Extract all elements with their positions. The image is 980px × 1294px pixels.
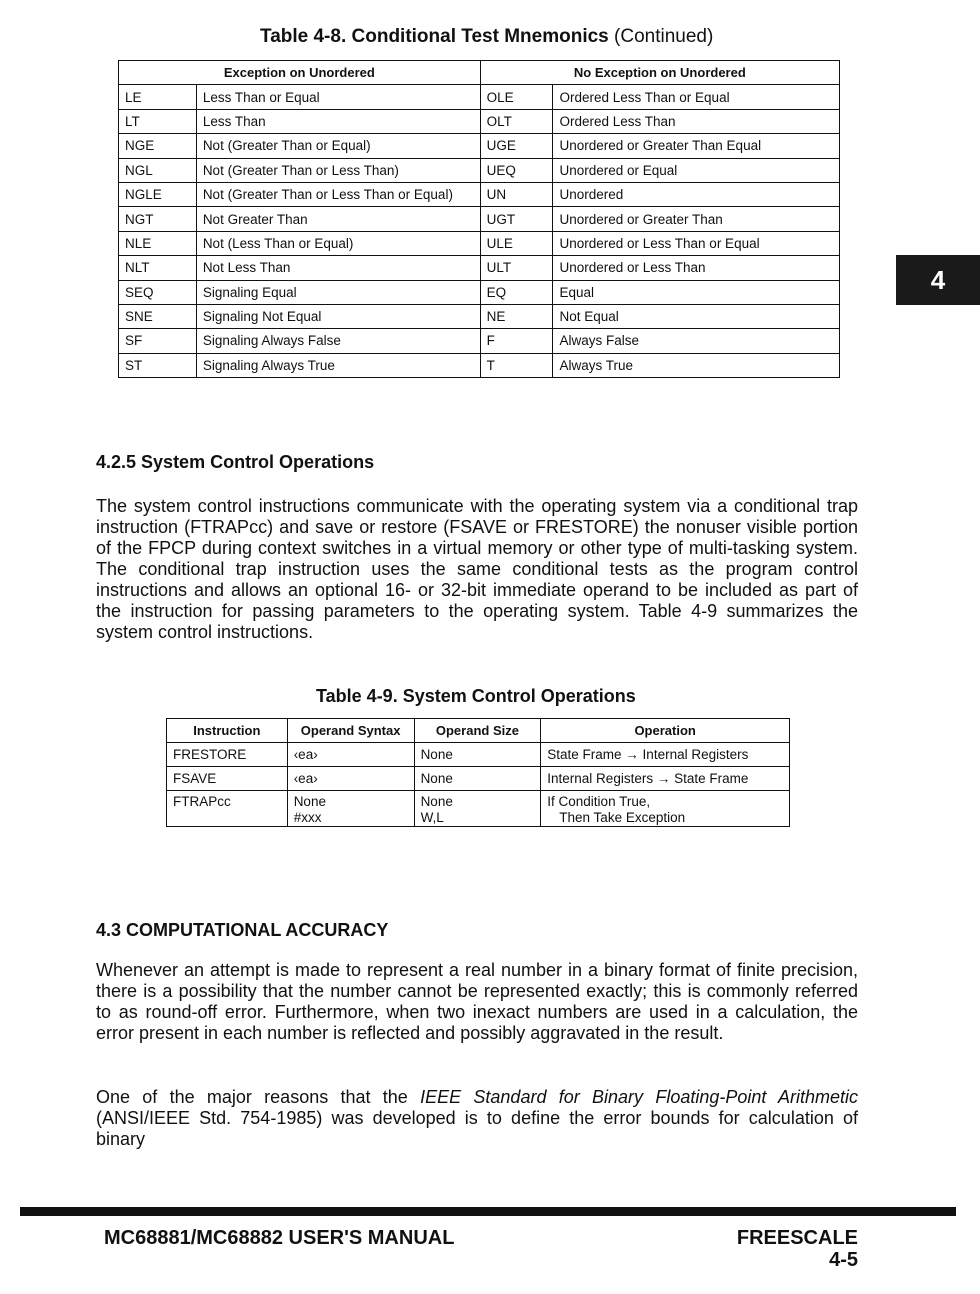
operand-size-line: None <box>420 747 453 762</box>
exception-definition-cell: Not (Less Than or Equal) <box>196 231 480 255</box>
operand-syntax-line: None <box>293 794 326 809</box>
exception-definition-cell: Not Less Than <box>196 256 480 280</box>
table-row <box>167 791 790 827</box>
no-exception-mnemonic-cell: UEQ <box>480 158 553 182</box>
no-exception-definition-cell: Equal <box>553 280 840 304</box>
ieee-standard-title: IEEE Standard for Binary Floating-Point Arithmetic <box>420 1087 859 1107</box>
table-4-8-title: Table 4-8. Conditional Test Mnemonics <box>260 26 609 47</box>
operation-line: Internal Registers → State Frame <box>547 771 749 786</box>
exception-definition-cell: Less Than <box>196 109 480 133</box>
no-exception-definition-cell: Always False <box>553 329 840 353</box>
operand-size-cell <box>414 791 541 827</box>
exception-mnemonic-cell: SNE <box>119 304 197 328</box>
col-header-operand-size: Operand Size <box>414 719 541 743</box>
table-row <box>119 280 840 304</box>
no-exception-mnemonic-cell: F <box>480 329 553 353</box>
no-exception-definition-cell: Unordered or Less Than <box>553 256 840 280</box>
operand-syntax-line: ‹ea› <box>293 747 318 762</box>
no-exception-definition-cell: Unordered or Equal <box>553 158 840 182</box>
no-exception-definition-cell: Ordered Less Than or Equal <box>553 85 840 109</box>
operation-line: State Frame → Internal Registers <box>547 747 749 762</box>
exception-mnemonic-cell: SF <box>119 329 197 353</box>
exception-mnemonic-cell: NGL <box>119 158 197 182</box>
col-header-operand-syntax: Operand Syntax <box>287 719 414 743</box>
col-header-instruction: Instruction <box>167 719 288 743</box>
section-4-3-para-2 <box>96 1087 858 1150</box>
table-4-9-body <box>167 743 790 827</box>
operand-syntax-cell <box>287 743 414 767</box>
no-exception-mnemonic-cell: EQ <box>480 280 553 304</box>
operand-size-line: None <box>420 771 453 786</box>
chapter-tab: 4 <box>896 255 980 305</box>
operand-syntax-line: #xxx <box>293 810 322 825</box>
no-exception-mnemonic-cell: OLE <box>480 85 553 109</box>
instruction-cell: FRESTORE <box>167 743 288 767</box>
exception-definition-cell: Signaling Always False <box>196 329 480 353</box>
no-exception-mnemonic-cell: T <box>480 353 553 377</box>
group-header-no-exception: No Exception on Unordered <box>480 61 839 85</box>
no-exception-mnemonic-cell: ULT <box>480 256 553 280</box>
no-exception-definition-cell: Ordered Less Than <box>553 109 840 133</box>
operand-size-cell <box>414 767 541 791</box>
exception-definition-cell: Not (Greater Than or Equal) <box>196 134 480 158</box>
table-row <box>119 207 840 231</box>
table-row <box>119 158 840 182</box>
exception-definition-cell: Not (Greater Than or Less Than) <box>196 158 480 182</box>
exception-mnemonic-cell: ST <box>119 353 197 377</box>
table-row <box>119 329 840 353</box>
no-exception-definition-cell: Unordered <box>553 182 840 206</box>
table-row <box>167 767 790 791</box>
table-4-9 <box>166 718 790 827</box>
table-row <box>119 304 840 328</box>
table-row <box>119 353 840 377</box>
exception-mnemonic-cell: LE <box>119 85 197 109</box>
exception-definition-cell: Less Than or Equal <box>196 85 480 109</box>
section-4-2-5-heading: 4.2.5 System Control Operations <box>96 452 375 472</box>
no-exception-definition-cell: Unordered or Greater Than <box>553 207 840 231</box>
instruction-cell: FTRAPcc <box>167 791 288 827</box>
table-row <box>119 109 840 133</box>
table-4-8-caption <box>260 26 713 48</box>
footer-rule <box>20 1207 956 1216</box>
no-exception-mnemonic-cell: UGE <box>480 134 553 158</box>
exception-mnemonic-cell: SEQ <box>119 280 197 304</box>
table-row <box>119 134 840 158</box>
group-header-exception: Exception on Unordered <box>119 61 481 85</box>
instruction-cell: FSAVE <box>167 767 288 791</box>
table-4-8-continued: (Continued) <box>614 26 714 47</box>
operation-cell <box>541 743 790 767</box>
operand-syntax-line: ‹ea› <box>293 771 318 786</box>
operand-syntax-cell <box>287 791 414 827</box>
exception-mnemonic-cell: NGLE <box>119 182 197 206</box>
table-row <box>167 743 790 767</box>
no-exception-mnemonic-cell: ULE <box>480 231 553 255</box>
operation-line: If Condition True, <box>547 794 651 809</box>
exception-mnemonic-cell: LT <box>119 109 197 133</box>
para-2-tail: (ANSI/IEEE Std. 754-1985) was developed is to define the error bounds for calculation of binary <box>96 1108 858 1149</box>
operation-line: Then Take Exception <box>559 810 686 825</box>
footer-page-number: 4-5 <box>829 1249 858 1271</box>
exception-definition-cell: Signaling Always True <box>196 353 480 377</box>
no-exception-mnemonic-cell: NE <box>480 304 553 328</box>
section-4-2-5-body: The system control instructions communicate with the operating system via a conditional trap instruction (FTRAPcc) and save or restore (FSAVE or FRESTORE) the nonuser visible portion of the FPCP during context switches in a virtual memory or other type of multi-tasking system. The conditional trap instruction uses the same conditional tests as the program control instructions and allows an optional 16- or 32-bit immediate operand to be included as part of the instruction for passing parameters to the operating system. Table 4-9 summarizes the system control instructions. <box>96 496 858 642</box>
section-4-3-para-1: Whenever an attempt is made to represent a real number in a binary format of finite precision, there is a possibility that the number cannot be represented exactly; this is commonly referred to as round-off error. Furthermore, when two inexact numbers are used in a calculation, the error present in each number is reflected and possibly aggravated in the result. <box>96 960 858 1043</box>
no-exception-definition-cell: Always True <box>553 353 840 377</box>
no-exception-definition-cell: Not Equal <box>553 304 840 328</box>
operand-size-line: None <box>420 794 453 809</box>
col-header-operation: Operation <box>541 719 790 743</box>
no-exception-mnemonic-cell: UN <box>480 182 553 206</box>
exception-mnemonic-cell: NLE <box>119 231 197 255</box>
table-row <box>119 231 840 255</box>
exception-mnemonic-cell: NLT <box>119 256 197 280</box>
exception-definition-cell: Signaling Not Equal <box>196 304 480 328</box>
exception-definition-cell: Not Greater Than <box>196 207 480 231</box>
no-exception-definition-cell: Unordered or Greater Than Equal <box>553 134 840 158</box>
footer-company: FREESCALE <box>736 1227 858 1249</box>
para-2-lead: One of the major reasons that the <box>96 1087 421 1107</box>
table-4-9-caption: Table 4-9. System Control Operations <box>316 686 636 706</box>
no-exception-mnemonic-cell: UGT <box>480 207 553 231</box>
table-row <box>119 256 840 280</box>
no-exception-definition-cell: Unordered or Less Than or Equal <box>553 231 840 255</box>
table-4-8 <box>118 60 840 378</box>
operation-cell <box>541 767 790 791</box>
section-4-3-heading: 4.3 COMPUTATIONAL ACCURACY <box>96 920 389 940</box>
operand-syntax-cell <box>287 767 414 791</box>
exception-mnemonic-cell: NGT <box>119 207 197 231</box>
table-4-8-body <box>119 85 840 378</box>
operation-cell <box>541 791 790 827</box>
exception-definition-cell: Signaling Equal <box>196 280 480 304</box>
exception-definition-cell: Not (Greater Than or Less Than or Equal) <box>196 182 480 206</box>
no-exception-mnemonic-cell: OLT <box>480 109 553 133</box>
operand-size-line: W,L <box>420 810 444 825</box>
table-row <box>119 85 840 109</box>
table-row <box>119 182 840 206</box>
operand-size-cell <box>414 743 541 767</box>
exception-mnemonic-cell: NGE <box>119 134 197 158</box>
footer-manual-title: MC68881/MC68882 USER'S MANUAL <box>104 1227 455 1249</box>
